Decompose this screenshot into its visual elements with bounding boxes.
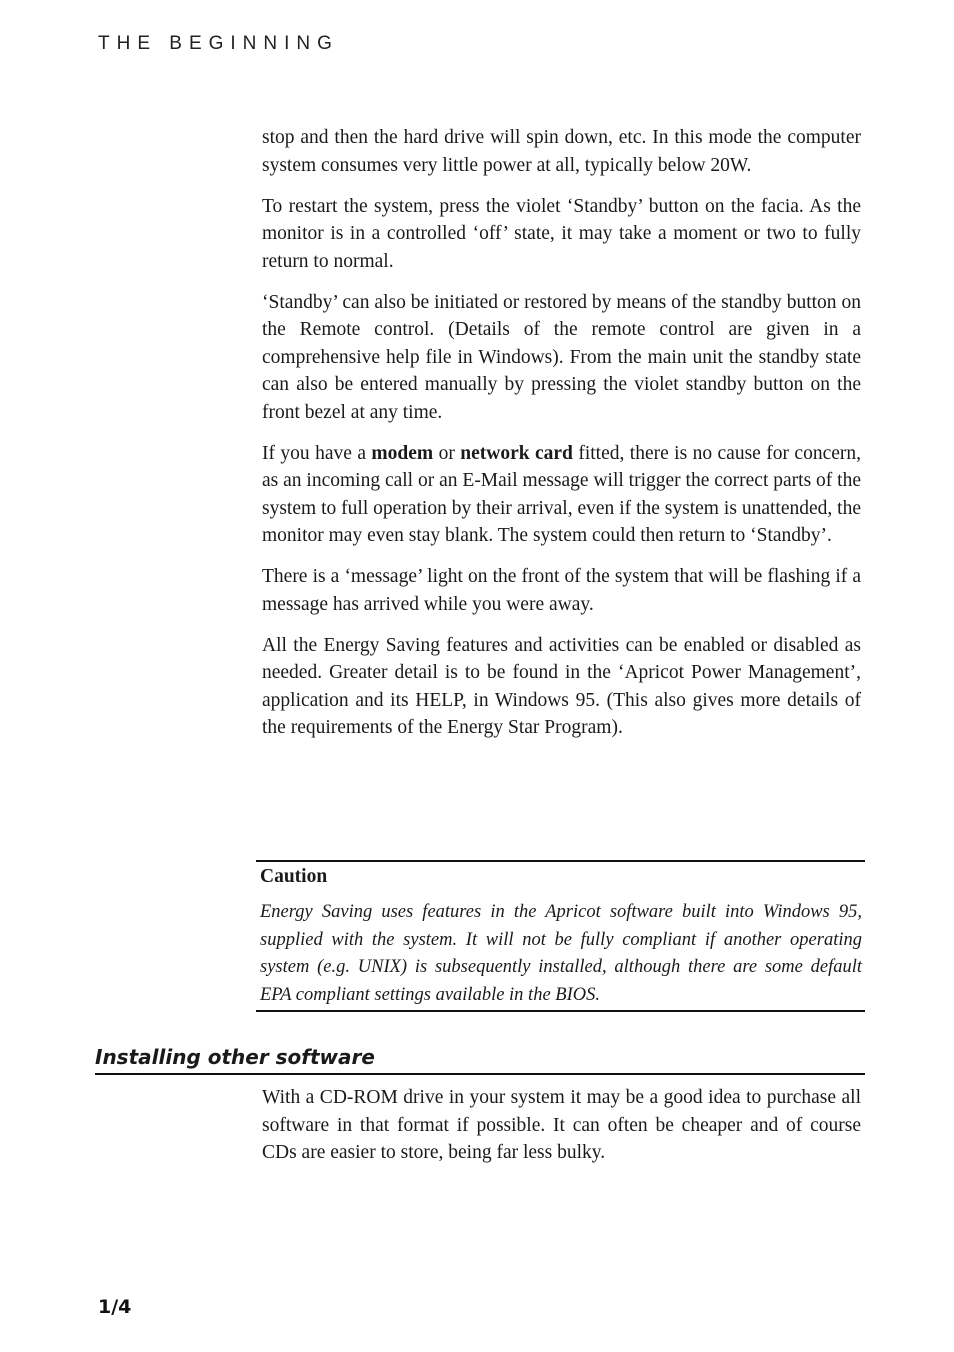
paragraph: All the Energy Saving features and activities can be enabled or disabled as needed. Greater detail is to be found in the ‘Apricot Power Management’, application and its HELP, in Windows 95. (This also gives more details of the requirements of the Energy Star Program). <box>262 634 861 738</box>
caution-box <box>256 860 865 1012</box>
section-body <box>262 1084 861 1180</box>
paragraph: To restart the system, press the violet ‘Standby’ button on the facia. As the monitor is in a controlled ‘off’ state, it may take a moment or two to fully return to normal. <box>262 195 861 272</box>
paragraph-text: If you have a <box>262 442 372 464</box>
body-text <box>262 124 861 755</box>
page-number: 1/4 <box>98 1296 132 1318</box>
modem-term: modem <box>371 442 434 464</box>
caution-title: Caution <box>260 866 328 887</box>
paragraph: stop and then the hard drive will spin down, etc. In this mode the computer system consumes very little power at all, typically below 20W. <box>262 127 861 176</box>
paragraph-text: fitted, there is no cause for concern, as an incoming call or an E-Mail message will trigger the correct parts of the system to full operation by their arrival, even if the system is unattended, the monitor may even stay blank. The system could then return to ‘Standby’. <box>262 442 861 546</box>
paragraph: ‘Standby’ can also be initiated or restored by means of the standby button on the Remote control. (Details of the remote control are given in a comprehensive help file in Windows). From the main unit the standby state can also be entered manually by pressing the violet standby button on the front bezel at any time. <box>262 291 861 423</box>
paragraph <box>262 440 861 550</box>
paragraph: There is a ‘message’ light on the front of the system that will be flashing if a message has arrived while you were away. <box>262 566 861 615</box>
running-head: THE BEGINNING <box>98 33 339 54</box>
caution-text: Energy Saving uses features in the Apricot software built into Windows 95, supplied with the system. It will not be fully compliant if another operating system (e.g. UNIX) is subsequently installed, although there are some default EPA compliant settings available in the BIOS. <box>260 902 862 1005</box>
section-heading: Installing other software <box>95 1043 865 1075</box>
network-card-term: network card <box>460 442 573 464</box>
paragraph: With a CD-ROM drive in your system it may be a good idea to purchase all software in that format if possible. It can often be cheaper and of course CDs are easier to store, being far less bulky. <box>262 1087 861 1163</box>
paragraph-text: or <box>433 442 461 464</box>
